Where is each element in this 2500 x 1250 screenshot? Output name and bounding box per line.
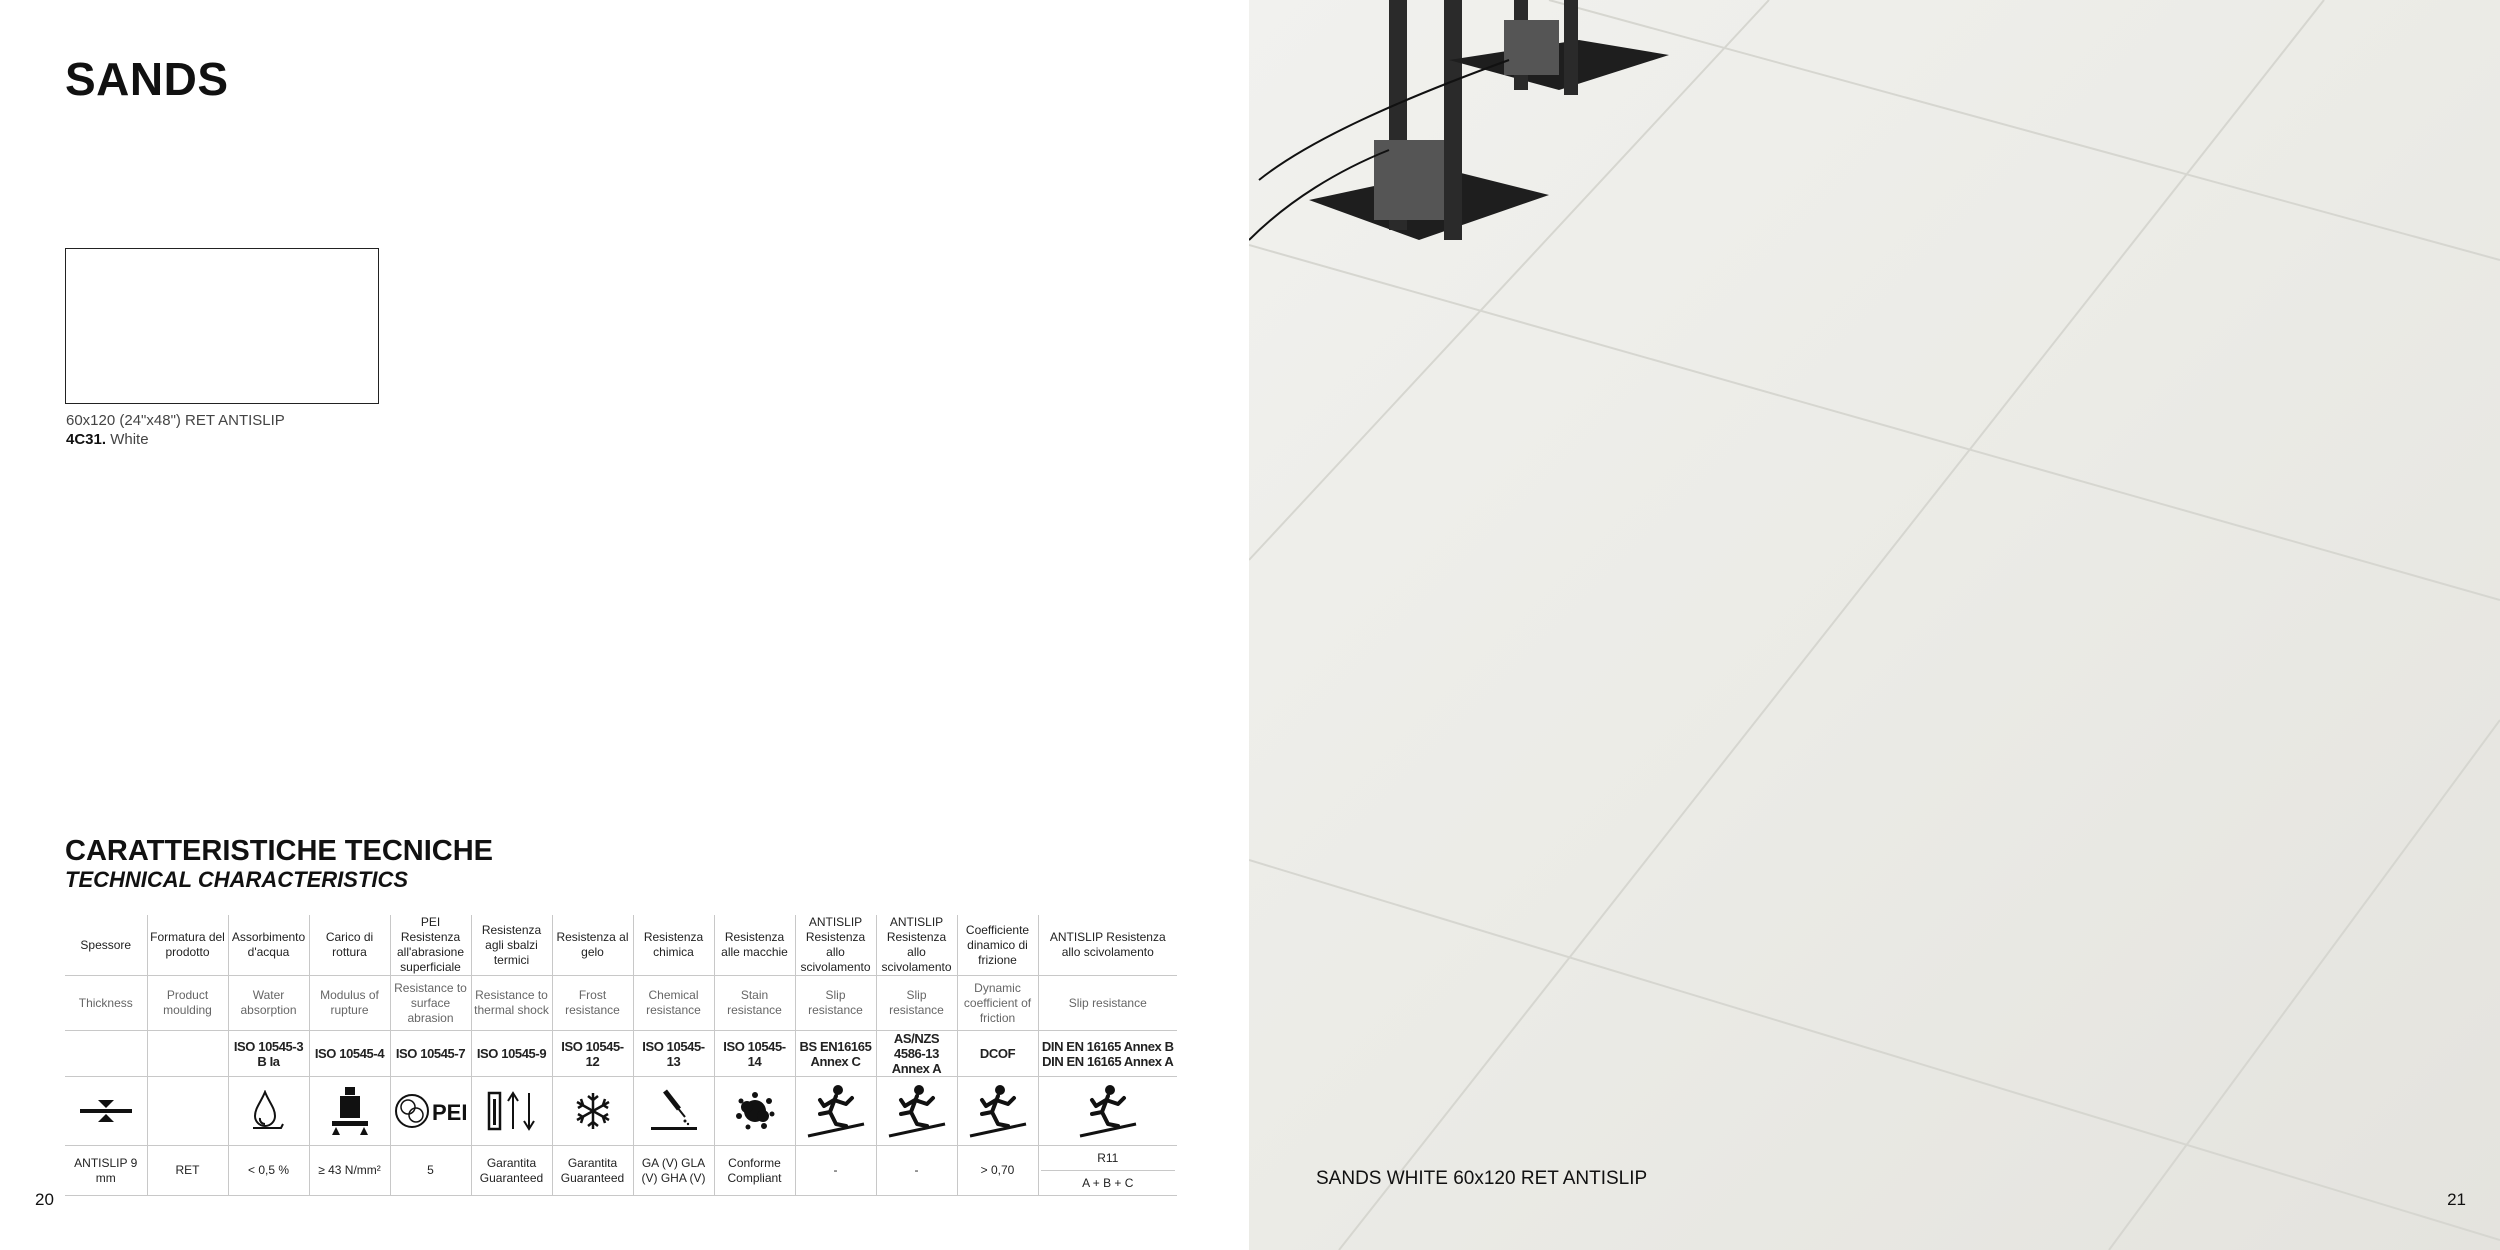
page-title: SANDS xyxy=(65,53,229,105)
tech-table xyxy=(65,915,1177,1196)
value-cell: 5 xyxy=(390,1146,471,1196)
value-cell: Garantita Guaranteed xyxy=(552,1146,633,1196)
header-it: Resistenza alle macchie xyxy=(714,915,795,976)
table-row-english xyxy=(65,976,1177,1031)
table-row-icons xyxy=(65,1077,1177,1146)
product-swatch xyxy=(65,248,379,404)
norm-cell-din xyxy=(1038,1031,1177,1077)
product-code-line xyxy=(66,431,149,448)
header-it: Resistenza agli sbalzi termici xyxy=(471,915,552,976)
norm-cell: DCOF xyxy=(957,1031,1038,1077)
header-it: PEI Resistenza all'abrasione superficiale xyxy=(390,915,471,976)
left-page xyxy=(0,0,1249,1250)
value-cell: > 0,70 xyxy=(957,1146,1038,1196)
header-en: Chemical resistance xyxy=(633,976,714,1031)
norm-cell xyxy=(65,1031,147,1077)
header-en: Thickness xyxy=(65,976,147,1031)
chemical-flask-icon xyxy=(633,1077,714,1146)
value-cell: < 0,5 % xyxy=(228,1146,309,1196)
page-number-left: 20 xyxy=(35,1190,54,1209)
thermal-shock-icon xyxy=(471,1077,552,1146)
tech-title-en: TECHNICAL CHARACTERISTICS xyxy=(65,867,409,892)
header-en: Water absorption xyxy=(228,976,309,1031)
norm-cell: ISO 10545-12 xyxy=(552,1031,633,1077)
header-it: Spessore xyxy=(65,915,147,976)
header-it: Coefficiente dinamico di frizione xyxy=(957,915,1038,976)
norm-cell: ISO 10545-14 xyxy=(714,1031,795,1077)
header-it: Resistenza al gelo xyxy=(552,915,633,976)
header-en: Product moulding xyxy=(147,976,228,1031)
slip-person-icon xyxy=(1038,1077,1177,1146)
thickness-icon xyxy=(65,1077,147,1146)
table-row-italian xyxy=(65,915,1177,976)
water-drop-icon xyxy=(228,1077,309,1146)
value-cell: ANTISLIP 9 mm xyxy=(65,1146,147,1196)
header-en: Stain resistance xyxy=(714,976,795,1031)
value-cell: Conforme Compliant xyxy=(714,1146,795,1196)
value-cell: ≥ 43 N/mm² xyxy=(309,1146,390,1196)
value-cell: RET xyxy=(147,1146,228,1196)
product-color: White xyxy=(110,431,149,448)
photo-caption: SANDS WHITE 60x120 RET ANTISLIP xyxy=(1316,1168,1648,1189)
empty-icon-cell xyxy=(147,1077,228,1146)
norm-cell: ISO 10545-9 xyxy=(471,1031,552,1077)
value-r11: R11 xyxy=(1041,1146,1176,1171)
slip-person-icon xyxy=(876,1077,957,1146)
value-cell: GA (V) GLA (V) GHA (V) xyxy=(633,1146,714,1196)
value-cell-split xyxy=(1038,1146,1177,1196)
header-en: Slip resistance xyxy=(876,976,957,1031)
header-it: ANTISLIP Resistenza allo scivolamento xyxy=(795,915,876,976)
header-en: Dynamic coefficient of friction xyxy=(957,976,1038,1031)
value-abc: A + B + C xyxy=(1082,1176,1134,1190)
header-en: Slip resistance xyxy=(795,976,876,1031)
table-row-values xyxy=(65,1146,1177,1196)
norm-cell: ISO 10545-13 xyxy=(633,1031,714,1077)
header-it: Formatura del prodotto xyxy=(147,915,228,976)
value-cell: Garantita Guaranteed xyxy=(471,1146,552,1196)
pei-abrasion-icon xyxy=(390,1077,471,1146)
value-cell: - xyxy=(876,1146,957,1196)
norm-din-a: DIN EN 16165 Annex A xyxy=(1042,1053,1174,1069)
norm-cell: AS/NZS 4586-13 Annex A xyxy=(876,1031,957,1077)
header-it: Carico di rottura xyxy=(309,915,390,976)
norm-cell: BS EN16165 Annex C xyxy=(795,1031,876,1077)
norm-cell xyxy=(147,1031,228,1077)
product-size: 60x120 (24"x48") RET ANTISLIP xyxy=(66,412,285,429)
page-number-right: 21 xyxy=(2447,1190,2466,1209)
header-it: ANTISLIP Resistenza allo scivolamento xyxy=(876,915,957,976)
norm-cell: ISO 10545-7 xyxy=(390,1031,471,1077)
norm-cell: ISO 10545-4 xyxy=(309,1031,390,1077)
slip-person-icon xyxy=(957,1077,1038,1146)
tech-title-it: CARATTERISTICHE TECNICHE xyxy=(65,835,494,867)
stain-splat-icon xyxy=(714,1077,795,1146)
svg-text:PEI: PEI xyxy=(431,1100,467,1125)
header-it: Resistenza chimica xyxy=(633,915,714,976)
slip-person-icon xyxy=(795,1077,876,1146)
header-en: Frost resistance xyxy=(552,976,633,1031)
header-it: Assorbimento d'acqua xyxy=(228,915,309,976)
header-en: Resistance to thermal shock xyxy=(471,976,552,1031)
table-row-norms xyxy=(65,1031,1177,1077)
header-en: Resistance to surface abrasion xyxy=(390,976,471,1031)
header-en: Slip resistance xyxy=(1038,976,1177,1031)
norm-cell: ISO 10545-3 B Ia xyxy=(228,1031,309,1077)
header-en: Modulus of rupture xyxy=(309,976,390,1031)
snowflake-icon xyxy=(552,1077,633,1146)
header-it: ANTISLIP Resistenza allo scivolamento xyxy=(1038,915,1177,976)
floor-photo xyxy=(1249,0,2500,1250)
weight-load-icon xyxy=(309,1077,390,1146)
tile-floor-illustration xyxy=(1249,0,2500,1250)
norm-din-b: DIN EN 16165 Annex B xyxy=(1041,1038,1174,1054)
value-cell: - xyxy=(795,1146,876,1196)
product-code: 4C31. xyxy=(66,431,107,448)
